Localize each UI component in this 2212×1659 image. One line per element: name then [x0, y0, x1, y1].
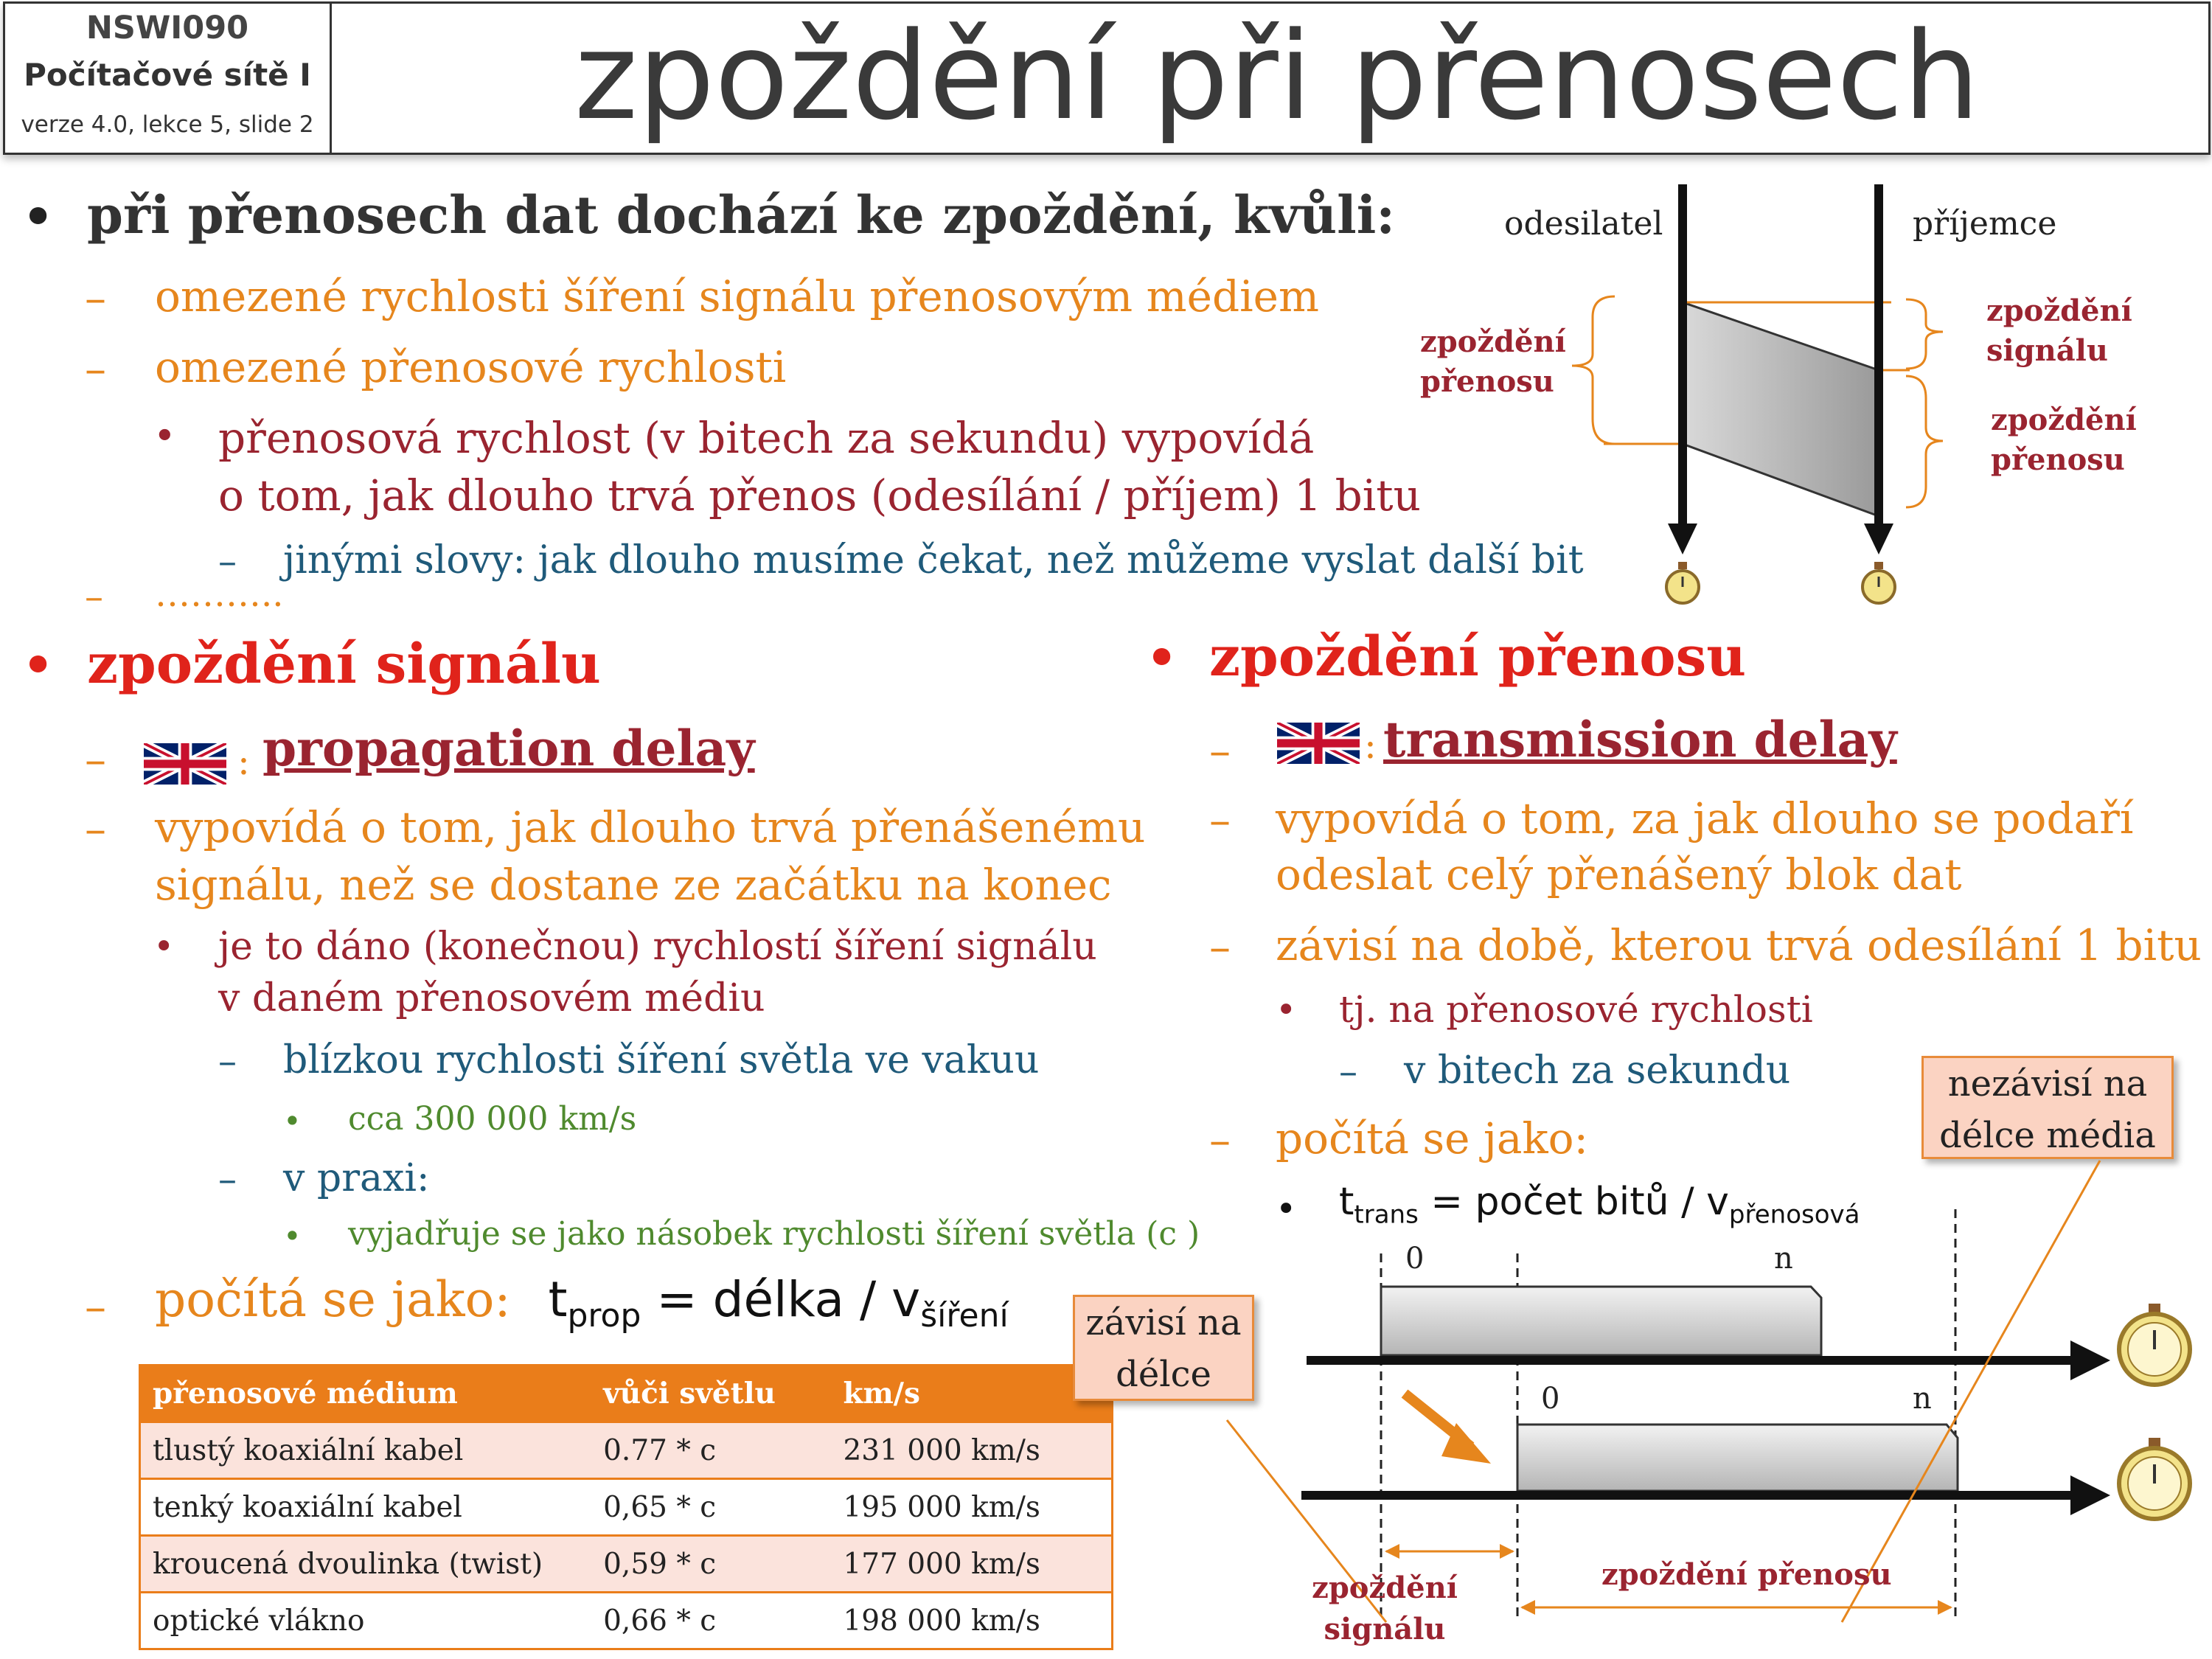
course-code: NSWI090 [86, 10, 249, 46]
table-cell: 0,65 * c [591, 1479, 831, 1536]
formula-t-sub: prop [567, 1297, 641, 1335]
dash-marker: – [85, 575, 103, 618]
dash-marker: – [218, 1040, 237, 1082]
callout-line: délce média [1939, 1115, 2156, 1156]
signal-sub-line2: v daném přenosovém médiu [218, 976, 765, 1020]
dash-marker: – [1209, 1115, 1231, 1165]
callout-line: závisí na [1085, 1302, 1242, 1343]
intro-item-transmission: omezené přenosové rychlosti [155, 342, 787, 392]
label-line: signálu [1324, 1612, 1446, 1646]
bullet-dot: • [153, 926, 175, 967]
approx-speed: cca 300 000 km/s [348, 1100, 637, 1138]
intro-ellipsis: ……….. [155, 574, 284, 615]
formula-v-sub: šíření [920, 1297, 1009, 1335]
intro-heading: při přenosech dat dochází ke zpoždění, kvůli: [87, 184, 1396, 246]
in-practice: v praxi: [283, 1156, 430, 1200]
table-cell: tenký koaxiální kabel [140, 1479, 592, 1536]
bullet-dot: • [1144, 624, 1180, 692]
dash-marker: – [1209, 726, 1231, 776]
right-transmission-label-line2: přenosu [1991, 442, 2125, 477]
formula-prefix: počítá se jako: [155, 1271, 511, 1328]
block1-start-label: 0 [1405, 1242, 1425, 1276]
dash-marker: – [85, 734, 106, 785]
dash-marker: – [1209, 922, 1231, 972]
table-cell: 177 000 km/s [831, 1536, 1112, 1593]
course-version: verze 4.0, lekce 5, slide 2 [21, 111, 314, 138]
sender-label: odesilatel [1504, 205, 1663, 243]
bullet-dot: • [283, 1103, 302, 1139]
table-cell: 198 000 km/s [831, 1593, 1112, 1649]
right-transmission-label-line1: zpoždění [1991, 403, 2137, 437]
formula-mid: = počet bitů / v [1418, 1180, 1729, 1224]
callout-line: délce [1116, 1354, 1211, 1395]
signal-sub-line1: je to dáno (konečnou) rychlostí šíření signálu [218, 925, 1097, 969]
intro-sub-line1: přenosová rychlost (v bitech za sekundu) vypovídá [218, 413, 1315, 463]
table-header-kms: km/s [831, 1366, 1112, 1422]
transmission-delay-heading: zpoždění přenosu [1209, 625, 1747, 689]
receiver-label: příjemce [1913, 205, 2057, 243]
course-name: Počítačové sítě I [24, 57, 311, 93]
table-cell: 0.77 * c [591, 1422, 831, 1479]
dash-marker: – [218, 1158, 237, 1200]
formula-t: t [548, 1271, 568, 1328]
bits-per-second: v bitech za sekundu [1404, 1048, 1791, 1093]
dash-marker: – [85, 804, 106, 854]
table-header-medium: přenosové médium [140, 1366, 592, 1422]
block1-end-label: n [1774, 1242, 1793, 1276]
table-cell: 195 000 km/s [831, 1479, 1112, 1536]
bullet-dot: • [21, 183, 56, 251]
block2-end-label: n [1913, 1382, 1932, 1416]
formula-mid: = délka / v [641, 1271, 921, 1328]
intro-item-propagation: omezené rychlosti šíření signálu přenosovým médiem [155, 271, 1319, 321]
stopwatch-icon [2119, 1304, 2190, 1385]
transmission-delay-dimension-label: zpoždění přenosu [1601, 1557, 1892, 1592]
depends-on-bit-time: závisí na době, kterou trvá odesílání 1 bitu [1276, 920, 2202, 970]
left-delay-label-line2: přenosu [1420, 364, 1554, 399]
right-signal-label-line1: zpoždění [1986, 293, 2132, 328]
slide-title: zpoždění při přenosech [574, 6, 1980, 147]
formula-t-sub: trans [1354, 1200, 1419, 1230]
block2-start-label: 0 [1541, 1382, 1560, 1416]
bullet-dot: • [283, 1218, 302, 1254]
table-header-relative: vůči světlu [591, 1366, 831, 1422]
dash-marker: – [1209, 795, 1231, 845]
signal-desc-line1: vypovídá o tom, jak dlouho trvá přenášenému [155, 802, 1146, 852]
on-transmission-speed: tj. na přenosové rychlosti [1339, 988, 1813, 1031]
bullet-dot: • [21, 631, 56, 700]
table-cell: 231 000 km/s [831, 1422, 1112, 1479]
left-delay-label-line1: zpoždění [1420, 324, 1566, 359]
right-signal-label-line2: signálu [1986, 333, 2108, 368]
stopwatch-icon [2119, 1438, 2190, 1519]
multiple-of-c: vyjadřuje se jako násobek rychlosti šíření světla (c ) [348, 1215, 1200, 1253]
data-block-received [1517, 1425, 1958, 1491]
signal-delay-heading: zpoždění signálu [87, 633, 601, 696]
signal-desc-line2: signálu, než se dostane ze začátku na konec [155, 860, 1112, 910]
computed-as: počítá se jako: [1276, 1113, 1589, 1164]
transmission-desc-line1: vypovídá o tom, za jak dlouho se podaří [1276, 793, 2134, 844]
flag-colon: : [237, 740, 250, 783]
dash-marker: – [1339, 1050, 1357, 1093]
table-cell: 0,66 * c [591, 1593, 831, 1649]
flag-colon: : [1364, 724, 1377, 767]
dash-marker: – [85, 344, 106, 394]
bullet-dot: • [1276, 990, 1297, 1031]
dash-marker: – [218, 540, 237, 582]
callout-line: nezávisí na [1947, 1063, 2148, 1105]
label-line: zpoždění [1312, 1571, 1458, 1605]
data-block-sent [1381, 1287, 1821, 1355]
formula-t: t [1339, 1180, 1354, 1224]
signal-delay-dimension-label [1311, 1568, 1458, 1650]
table-cell: 0,59 * c [591, 1536, 831, 1593]
table-cell: tlustý koaxiální kabel [140, 1422, 592, 1479]
bullet-dot: • [153, 414, 176, 459]
propagation-delay-term: propagation delay [262, 720, 755, 777]
intro-subsub: jinými slovy: jak dlouho musíme čekat, než můžeme vyslat další bit [283, 538, 1584, 582]
near-light-speed: blízkou rychlosti šíření světla ve vakuu [283, 1038, 1040, 1082]
formula-v-sub: přenosová [1728, 1200, 1860, 1230]
transmission-delay-term: transmission delay [1383, 711, 1897, 768]
table-cell: kroucená dvoulinka (twist) [140, 1536, 592, 1593]
dash-marker: – [85, 273, 106, 323]
transmission-desc-line2: odeslat celý přenášený blok dat [1276, 849, 1962, 900]
bullet-dot: • [1276, 1189, 1297, 1230]
dash-marker: – [85, 1281, 106, 1332]
table-cell: optické vlákno [140, 1593, 592, 1649]
intro-sub-line2: o tom, jak dlouho trvá přenos (odesílání / příjem) 1 bitu [218, 470, 1421, 521]
